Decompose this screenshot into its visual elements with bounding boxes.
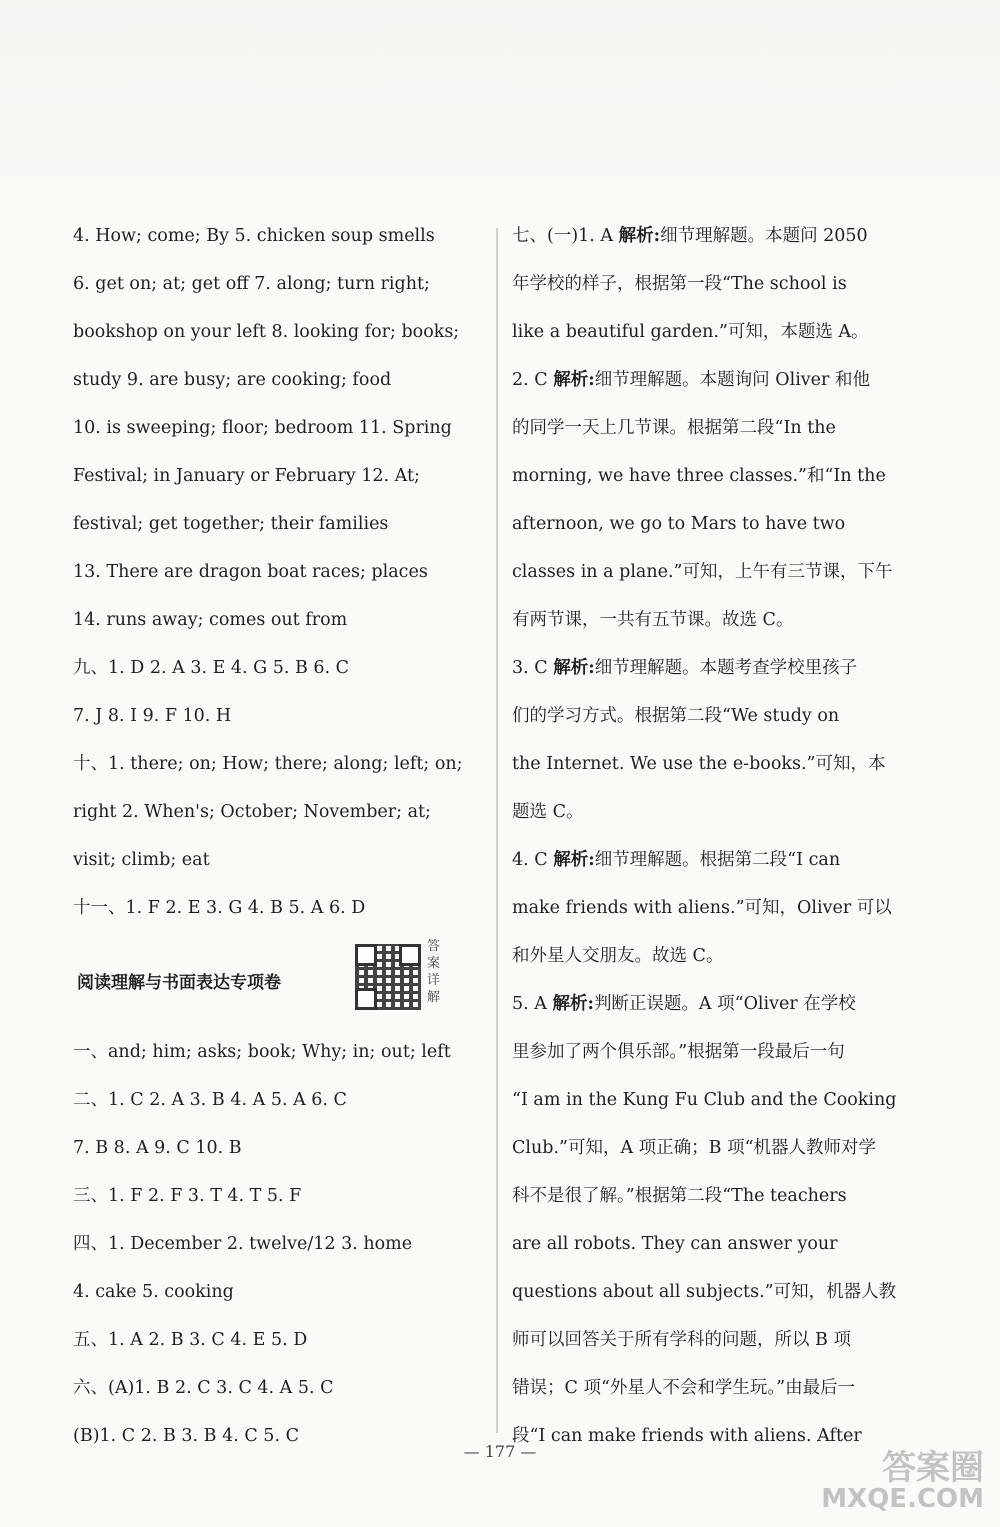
line-text: 细节理解题。本题考查学校里孩子 — [594, 658, 858, 678]
line-text: afternoon, we go to Mars to have two — [512, 514, 846, 534]
answer-line: 九、1. D 2. A 3. E 4. G 5. B 6. C — [73, 658, 350, 678]
line-text: make friends with aliens.”可知，Oliver 可以 — [512, 898, 892, 918]
explanation-line — [512, 740, 922, 788]
watermark — [821, 1440, 990, 1520]
line-text: 们的学习方式。根据第二段“We study on — [512, 706, 840, 726]
explanation-line — [512, 1124, 922, 1172]
qr-code-icon[interactable] — [355, 944, 421, 1010]
line-text: are all robots. They can answer your — [512, 1234, 838, 1254]
line-text: questions about all subjects.”可知，机器人教 — [512, 1282, 897, 1302]
answer-line: 三、1. F 2. F 3. T 4. T 5. F — [73, 1186, 302, 1206]
line-text: 2. C — [512, 370, 554, 390]
answer-line: (B)1. C 2. B 3. B 4. C 5. C — [73, 1426, 299, 1446]
line-text: 细节理解题。本题询问 Oliver 和他 — [594, 370, 870, 390]
line-text: 有两节课，一共有五节课。故选 C。 — [512, 610, 794, 630]
line-text: 5. A — [512, 994, 553, 1014]
line-text: 七、(一)1. A — [512, 226, 619, 246]
answer-line: 7. J 8. I 9. F 10. H — [73, 706, 232, 726]
line-text: 题选 C。 — [512, 802, 584, 822]
explanation-line — [512, 1268, 922, 1316]
answer-line: 五、1. A 2. B 3. C 4. E 5. D — [73, 1330, 308, 1350]
explanation-line — [512, 260, 922, 308]
explanation-line — [512, 1364, 922, 1412]
explanation-line — [512, 788, 922, 836]
scan-top-band — [0, 0, 1000, 225]
line-text: morning, we have three classes.”和“In the — [512, 466, 886, 486]
answer-line: right 2. When's; October; November; at; — [73, 802, 431, 822]
explanation-line — [512, 980, 922, 1028]
answer-line: 4. How; come; By 5. chicken soup smells — [73, 226, 435, 246]
analysis-label: 解析: — [618, 226, 661, 246]
analysis-label: 解析: — [553, 850, 595, 870]
explanation-line — [512, 596, 922, 644]
line-text: classes in a plane.”可知，上午有三节课，下午 — [512, 562, 893, 582]
explanation-line — [512, 932, 922, 980]
line-text: 4. C — [512, 850, 554, 870]
section-title: 阅读理解与书面表达专项卷 — [77, 973, 281, 993]
answer-line: 六、(A)1. B 2. C 3. C 4. A 5. C — [73, 1378, 334, 1398]
analysis-label: 解析: — [552, 994, 594, 1014]
explanation-line — [512, 356, 922, 404]
explanation-line — [512, 644, 922, 692]
line-text: 段“I can make friends with aliens. After — [512, 1426, 862, 1446]
line-text: Club.”可知，A 项正确；B 项“机器人教师对学 — [512, 1138, 877, 1158]
answer-line: 四、1. December 2. twelve/12 3. home — [73, 1234, 413, 1254]
section-header — [73, 932, 483, 1028]
answer-line: 6. get on; at; get off 7. along; turn right; — [73, 274, 430, 294]
answer-line: 7. B 8. A 9. C 10. B — [73, 1138, 242, 1158]
answer-line: 4. cake 5. cooking — [73, 1282, 234, 1302]
answer-line: bookshop on your left 8. looking for; books; — [73, 322, 460, 342]
line-text: 师可以回答关于所有学科的问题，所以 B 项 — [512, 1330, 851, 1350]
analysis-label: 解析: — [553, 370, 595, 390]
explanation-line — [512, 548, 922, 596]
line-text: 判断正误题。A 项“Oliver 在学校 — [593, 994, 856, 1014]
line-text: 3. C — [512, 658, 554, 678]
explanation-line — [512, 1076, 922, 1124]
line-text: the Internet. We use the e-books.”可知，本 — [512, 754, 886, 774]
explanation-line — [512, 1028, 922, 1076]
answer-line: study 9. are busy; are cooking; food — [73, 370, 392, 390]
explanation-line — [512, 404, 922, 452]
explanation-line — [512, 212, 922, 260]
explanation-line — [512, 836, 922, 884]
explanation-line — [512, 884, 922, 932]
line-text: 科不是很了解。”根据第二段“The teachers — [512, 1186, 847, 1206]
line-text: 错误；C 项“外星人不会和学生玩。”由最后一 — [512, 1378, 856, 1398]
line-text: 和外星人交朋友。故选 C。 — [512, 946, 724, 966]
page-number: — 177 — — [463, 1442, 537, 1461]
explanation-line — [512, 308, 922, 356]
answer-line: 十一、1. F 2. E 3. G 4. B 5. A 6. D — [73, 898, 366, 918]
answer-line: 10. is sweeping; floor; bedroom 11. Spring — [73, 418, 452, 438]
answer-line: festival; get together; their families — [73, 514, 389, 534]
watermark-logo-text: 答案圈 — [882, 1448, 984, 1488]
line-text: 里参加了两个俱乐部。”根据第一段最后一句 — [512, 1042, 845, 1062]
line-text: 年学校的样子，根据第一段“The school is — [512, 274, 847, 294]
explanation-line — [512, 452, 922, 500]
answer-line: 14. runs away; comes out from — [73, 610, 348, 630]
explanation-line — [512, 692, 922, 740]
answer-line: 十、1. there; on; How; there; along; left; on; — [73, 754, 463, 774]
explanation-line — [512, 1316, 922, 1364]
line-text: 细节理解题。本题问 2050 — [660, 226, 868, 246]
answer-line: Festival; in January or February 12. At; — [73, 466, 420, 486]
explanation-line — [512, 1172, 922, 1220]
explanation-line — [512, 1220, 922, 1268]
right-column — [512, 212, 922, 1460]
line-text: 细节理解题。根据第二段“I can — [594, 850, 841, 870]
line-text: like a beautiful garden.”可知，本题选 A。 — [512, 322, 869, 342]
line-text: “I am in the Kung Fu Club and the Cooking — [512, 1090, 897, 1110]
explanation-line — [512, 500, 922, 548]
watermark-url: MXQE.COM — [821, 1484, 984, 1514]
left-column — [73, 212, 483, 1460]
answer-line: 一、and; him; asks; book; Why; in; out; left — [73, 1042, 451, 1062]
qr-note: 答案详解 — [427, 939, 441, 1005]
analysis-label: 解析: — [553, 658, 595, 678]
answer-line: 13. There are dragon boat races; places — [73, 562, 428, 582]
answer-line: 二、1. C 2. A 3. B 4. A 5. A 6. C — [73, 1090, 347, 1110]
answer-line: visit; climb; eat — [73, 850, 210, 870]
column-divider — [496, 228, 498, 1433]
line-text: 的同学一天上几节课。根据第二段“In the — [512, 418, 836, 438]
